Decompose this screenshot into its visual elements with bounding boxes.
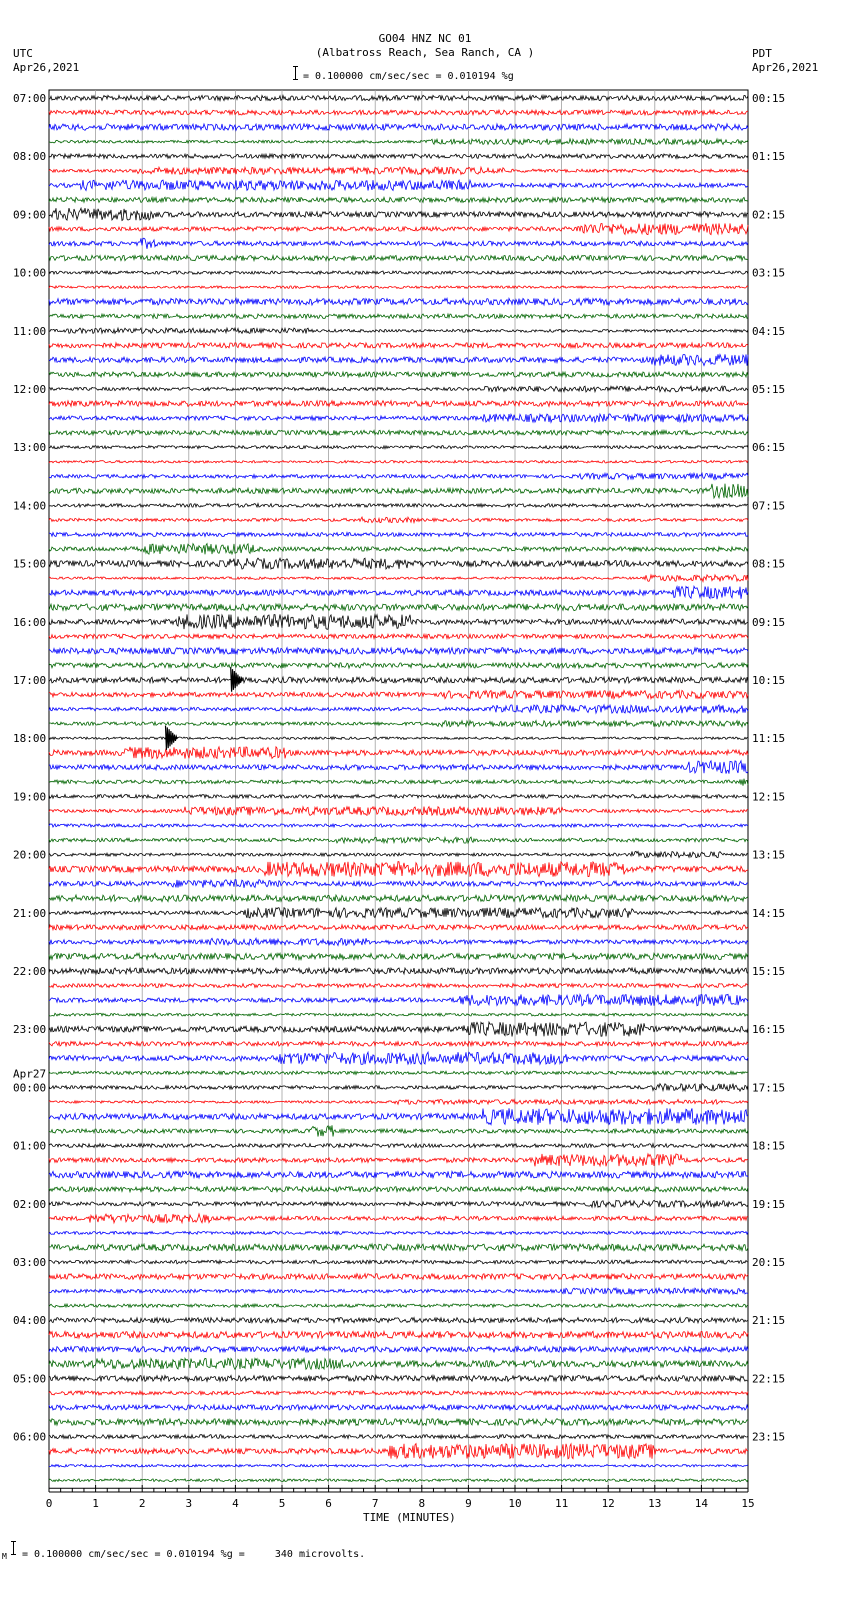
trace-line	[49, 1013, 748, 1016]
left-hour-label: 06:00	[13, 1430, 47, 1444]
trace-line	[49, 1144, 748, 1148]
trace-line	[49, 208, 748, 220]
right-hour-label: 09:15	[752, 615, 786, 629]
trace-line	[49, 473, 748, 479]
left-hour-label: 20:00	[13, 848, 47, 862]
date-change-label: Apr27	[13, 1067, 47, 1081]
right-hour-label: 18:15	[752, 1139, 786, 1153]
trace-line	[49, 690, 748, 698]
right-date: Apr26,2021	[752, 61, 819, 74]
trace-line	[49, 1331, 748, 1338]
trace-line	[49, 197, 748, 202]
left-hour-label: 10:00	[13, 266, 47, 280]
right-hour-label: 03:15	[752, 266, 786, 280]
scale-text: = 0.100000 cm/sec/sec = 0.010194 %g	[303, 71, 514, 82]
trace-line	[49, 558, 748, 569]
left-hour-label: 11:00	[13, 324, 47, 338]
x-tick-label: 7	[371, 1497, 379, 1510]
trace-line	[49, 544, 748, 555]
trace-line	[49, 401, 748, 407]
right-hour-label: 07:15	[752, 499, 786, 513]
trace-line	[49, 372, 748, 377]
right-hour-label: 14:15	[752, 906, 786, 920]
trace-line	[49, 1154, 748, 1166]
trace-line	[49, 255, 748, 260]
footer-marker: M	[2, 1552, 7, 1561]
trace-line	[49, 1391, 748, 1395]
trace-line	[49, 761, 748, 774]
right-hour-label: 15:15	[752, 965, 786, 978]
x-tick-label: 6	[325, 1497, 332, 1510]
trace-line	[49, 953, 748, 959]
trace-line	[49, 139, 748, 145]
trace-line	[49, 1288, 748, 1294]
left-hour-label: 19:00	[13, 790, 47, 804]
event-spike	[231, 667, 243, 691]
trace-line	[49, 721, 748, 727]
trace-line	[49, 414, 748, 422]
trace-line	[49, 1052, 748, 1064]
trace-line	[49, 1022, 748, 1037]
trace-line	[49, 1171, 748, 1178]
trace-line	[49, 994, 748, 1005]
trace-line	[49, 1479, 748, 1482]
left-hour-label: 14:00	[13, 499, 47, 513]
right-hour-label: 01:15	[752, 150, 786, 164]
trace-line	[49, 747, 748, 759]
left-hour-label: 09:00	[13, 208, 47, 222]
x-tick-label: 11	[554, 1497, 569, 1510]
trace-line	[49, 1200, 748, 1207]
trace-line	[49, 154, 748, 158]
trace-line	[49, 862, 748, 877]
left-hour-label: 17:00	[13, 674, 47, 687]
left-date: Apr26,2021	[13, 61, 80, 74]
trace-line	[49, 648, 748, 654]
trace-line	[49, 1260, 748, 1264]
left-hour-label: 16:00	[13, 615, 47, 629]
right-hour-label: 21:15	[752, 1314, 786, 1328]
trace-line	[49, 238, 748, 249]
right-hour-label: 10:15	[752, 674, 786, 687]
right-hour-label: 06:15	[752, 441, 786, 455]
trace-line	[49, 807, 748, 816]
right-timezone: PDT	[752, 47, 772, 60]
right-hour-label: 04:15	[752, 324, 786, 338]
trace-line	[49, 1108, 748, 1124]
trace-line	[49, 504, 748, 508]
x-tick-label: 8	[418, 1497, 426, 1510]
trace-line	[49, 343, 748, 348]
trace-line	[49, 1465, 748, 1468]
trace-line	[49, 484, 748, 498]
x-axis-title: TIME (MINUTES)	[363, 1511, 456, 1524]
trace-line	[49, 1231, 748, 1234]
trace-line	[49, 895, 748, 902]
trace-line	[49, 298, 748, 305]
x-tick-label: 1	[92, 1497, 99, 1510]
right-hour-label: 02:15	[752, 208, 786, 222]
trace-line	[49, 1187, 748, 1192]
footer-scale-bar-icon	[11, 1541, 16, 1555]
right-hour-label: 13:15	[752, 848, 786, 862]
trace-line	[49, 1318, 748, 1323]
right-hour-label: 20:15	[752, 1256, 786, 1269]
trace-line	[49, 586, 748, 599]
trace-line	[49, 880, 748, 888]
trace-line	[49, 938, 748, 945]
trace-line	[49, 705, 748, 713]
trace-line	[49, 95, 748, 100]
left-hour-label: 04:00	[13, 1314, 47, 1328]
right-hour-label: 11:15	[752, 732, 786, 746]
trace-line	[49, 1041, 748, 1046]
trace-line	[49, 1125, 748, 1136]
right-hour-label: 17:15	[752, 1081, 786, 1095]
trace-line	[49, 1274, 748, 1280]
x-tick-label: 5	[278, 1497, 286, 1510]
left-hour-label: 15:00	[13, 557, 47, 571]
right-hour-label: 16:15	[752, 1023, 786, 1037]
trace-line	[49, 314, 748, 319]
x-tick-label: 15	[741, 1497, 755, 1510]
trace-line	[49, 167, 748, 174]
trace-line	[49, 517, 748, 523]
left-hour-label: 21:00	[13, 906, 47, 920]
right-hour-label: 19:15	[752, 1197, 786, 1211]
trace-line	[49, 634, 748, 639]
trace-line	[49, 1304, 748, 1307]
left-hour-label: 12:00	[13, 383, 47, 396]
trace-line	[49, 984, 748, 988]
trace-line	[49, 1358, 748, 1369]
left-hour-label: 07:00	[13, 92, 47, 105]
station-title: GO04 HNZ NC 01	[378, 32, 472, 45]
trace-line	[49, 533, 748, 537]
right-hour-label: 05:15	[752, 383, 786, 396]
x-tick-label: 10	[508, 1497, 522, 1510]
trace-line	[49, 1244, 748, 1251]
left-hour-label: 08:00	[13, 150, 47, 164]
trace-line	[49, 286, 748, 289]
left-timezone: UTC	[13, 47, 33, 60]
trace-line	[49, 386, 748, 392]
trace-line	[49, 1444, 748, 1459]
x-tick-label: 12	[601, 1497, 615, 1510]
trace-line	[49, 925, 748, 930]
left-hour-label: 02:00	[13, 1197, 47, 1211]
left-hour-label: 13:00	[13, 441, 47, 455]
trace-line	[49, 851, 748, 857]
trace-line	[49, 1100, 748, 1105]
trace-line	[49, 446, 748, 449]
trace-line	[49, 461, 748, 464]
left-hour-label: 22:00	[13, 965, 47, 978]
trace-line	[49, 328, 748, 333]
trace-line	[49, 779, 748, 786]
left-hour-label: 00:00	[13, 1081, 47, 1095]
right-hour-label: 22:15	[752, 1372, 786, 1386]
left-hour-label: 01:00	[13, 1139, 47, 1153]
left-hour-label: 18:00	[13, 732, 47, 746]
trace-line	[49, 1419, 748, 1426]
right-hour-label: 12:15	[752, 790, 786, 804]
x-tick-label: 3	[185, 1497, 193, 1510]
left-hour-label: 23:00	[13, 1023, 47, 1037]
trace-line	[49, 110, 748, 115]
trace-line	[49, 271, 748, 274]
trace-line	[49, 663, 748, 668]
x-tick-label: 0	[45, 1497, 53, 1510]
trace-line	[49, 737, 748, 739]
trace-line	[49, 1375, 748, 1381]
trace-line	[49, 1084, 748, 1092]
station-location: (Albatross Reach, Sea Ranch, CA )	[315, 46, 535, 59]
x-tick-label: 2	[138, 1497, 146, 1510]
trace-line	[49, 614, 748, 629]
trace-line	[49, 1071, 748, 1074]
right-hour-label: 23:15	[752, 1430, 786, 1444]
right-hour-label: 08:15	[752, 557, 786, 571]
trace-line	[49, 354, 748, 365]
left-hour-label: 03:00	[13, 1256, 47, 1269]
trace-line	[49, 430, 748, 435]
trace-line	[49, 677, 748, 683]
trace-line	[49, 908, 748, 918]
x-tick-label: 9	[465, 1497, 472, 1510]
trace-line	[49, 1435, 748, 1439]
trace-line	[49, 180, 748, 190]
x-tick-label: 13	[648, 1497, 662, 1510]
trace-line	[49, 124, 748, 130]
trace-line	[49, 968, 748, 974]
x-tick-label: 4	[232, 1497, 239, 1510]
plot-frame	[49, 90, 748, 1488]
trace-line	[49, 575, 748, 582]
trace-line	[49, 837, 748, 843]
right-hour-label: 00:15	[752, 92, 786, 105]
trace-line	[49, 824, 748, 827]
trace-line	[49, 604, 748, 611]
event-spike	[166, 726, 178, 750]
trace-line	[49, 795, 748, 799]
trace-line	[49, 1214, 748, 1223]
trace-line	[49, 1405, 748, 1410]
footer-scale-text: = 0.100000 cm/sec/sec = 0.010194 %g = 340 microvolts.	[22, 1549, 366, 1560]
trace-line	[49, 1347, 748, 1353]
trace-line	[49, 223, 748, 234]
left-hour-label: 05:00	[13, 1372, 47, 1386]
x-tick-label: 14	[694, 1497, 709, 1510]
